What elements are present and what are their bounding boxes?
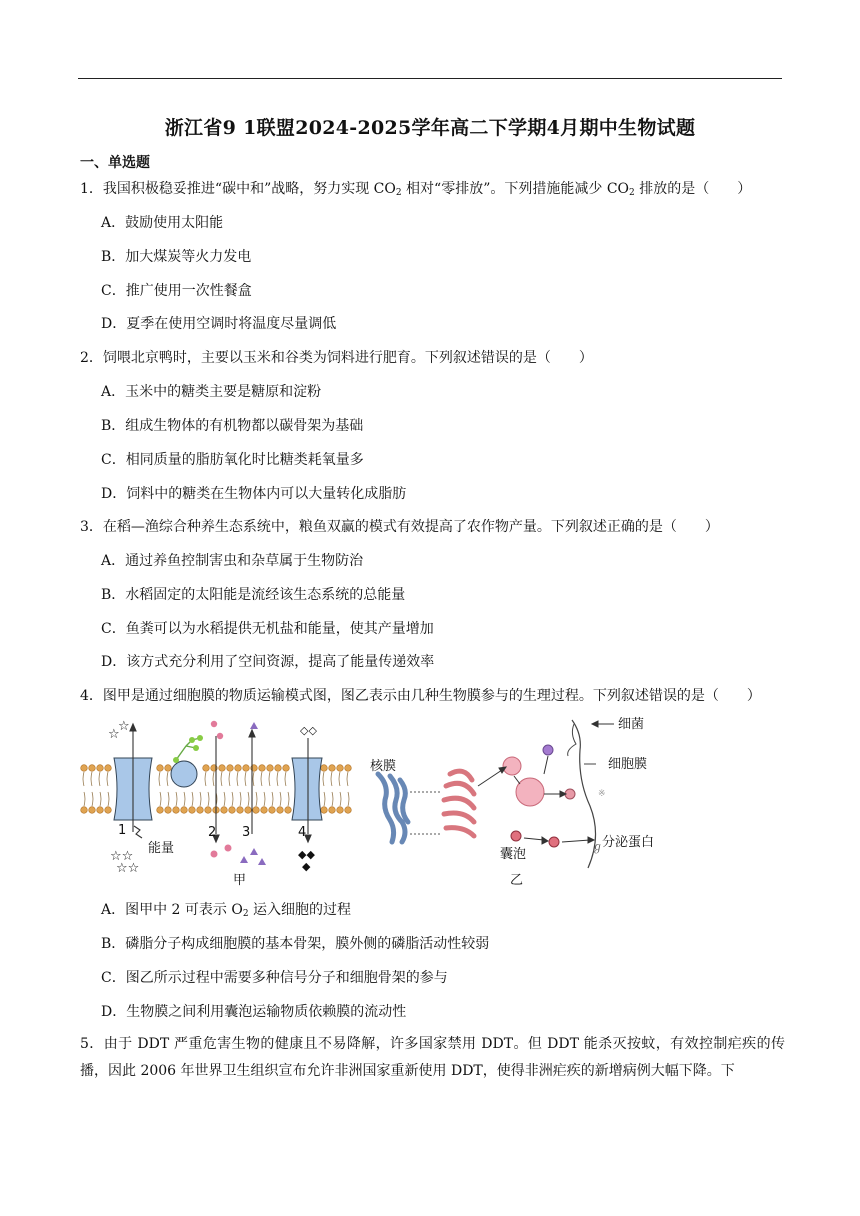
- q2-option-b: B．组成生物体的有机物都以碳骨架为基础: [101, 418, 364, 434]
- svg-text:ℊ: ℊ: [592, 840, 603, 853]
- question-1-stem: 1．我国积极稳妥推进“碳中和”战略，努力实现 $CO_2$ 相对“零排放”。下列措施能减少 $CO_2$ 排放的是（ ）: [80, 181, 752, 198]
- yi-caption: 乙: [510, 873, 524, 888]
- secreted-protein-label: 分泌蛋白: [602, 835, 655, 850]
- question-2-stem: 2．饲喂北京鸭时，主要以玉米和谷类为饲料进行肥育。下列叙述错误的是（ ）: [80, 350, 593, 366]
- svg-text:☆☆: ☆☆: [110, 849, 134, 864]
- carrier-protein: [171, 761, 197, 787]
- q2-option-a: A．玉米中的糖类主要是糖原和淀粉: [101, 384, 322, 400]
- q1-option-c: C．推广使用一次性餐盒: [101, 283, 252, 299]
- q1-option-d: D．夏季在使用空调时将温度尽量调低: [101, 316, 337, 332]
- bacteria-label: 细菌: [618, 717, 645, 732]
- question-4-stem: 4．图甲是通过细胞膜的物质运输模式图，图乙表示由几种生物膜参与的生理过程。下列叙述错误的是（ ）: [80, 688, 761, 704]
- question-3-stem: 3．在稻—渔综合种养生态系统中，粮鱼双赢的模式有效提高了农作物产量。下列叙述正确的是（ ）: [80, 519, 719, 535]
- q3-option-a: A．通过养鱼控制害虫和杂草属于生物防治: [101, 553, 364, 569]
- jia-number-2: 2: [208, 825, 217, 840]
- nuclear-membrane-label: 核膜: [370, 759, 397, 774]
- header-rule: [78, 78, 782, 79]
- figure-yi: [370, 717, 654, 888]
- q3-option-c: C．鱼粪可以为水稻提供无机盐和能量，使其产量增加: [101, 621, 434, 637]
- question-4-figure: [78, 716, 688, 892]
- q2-option-c: C．相同质量的脂肪氧化时比糖类耗氧量多: [101, 452, 364, 468]
- vesicle-label: 囊泡: [500, 847, 527, 862]
- q1-option-a: A．鼓励使用太阳能: [101, 215, 224, 231]
- transport-protein-4: [292, 758, 322, 820]
- cell-membrane-label: 细胞膜: [608, 757, 648, 772]
- q3-option-d: D．该方式充分利用了空间资源，提高了能量传递效率: [101, 654, 435, 670]
- svg-text:◆: ◆: [302, 860, 311, 873]
- svg-text:☆: ☆: [118, 719, 130, 734]
- svg-text:◇◇: ◇◇: [300, 724, 317, 737]
- figure-jia: [81, 719, 352, 888]
- question-5-stem: 5．由于 DDT 严重危害生物的健康且不易降解，许多国家禁用 DDT。但 DDT 能杀灭按蚊，有效控制疟疾的传播，因此 2006 年世界卫生组织宣布允许非洲国家重新使用 DDT，使得非洲疟疾的新增病例大幅下降。下: [80, 1036, 785, 1079]
- q2-option-d: D．饲料中的糖类在生物体内可以大量转化成脂肪: [101, 486, 407, 502]
- q4-option-d: D．生物膜之间利用囊泡运输物质依赖膜的流动性: [101, 1004, 407, 1020]
- q1-option-b: B．加大煤炭等火力发电: [101, 249, 252, 265]
- svg-text:☆: ☆: [108, 727, 120, 742]
- svg-text:◆◆: ◆◆: [298, 848, 315, 861]
- endoplasmic-reticulum: [378, 774, 408, 842]
- jia-number-1: 1: [118, 823, 127, 838]
- q4-option-b: B．磷脂分子构成细胞膜的基本骨架，膜外侧的磷脂活动性较弱: [101, 936, 490, 952]
- q4-option-a: A．图甲中 2 可表示 $O_2$ 运入细胞的过程: [101, 902, 352, 919]
- jia-number-4: 4: [298, 825, 307, 840]
- energy-label: 能量: [148, 841, 175, 856]
- jia-caption: 甲: [233, 873, 247, 888]
- golgi-apparatus: [444, 771, 474, 836]
- page-title: 浙江省9 1联盟2024-2025学年高二下学期4月期中生物试题: [164, 117, 696, 139]
- svg-text:☆☆: ☆☆: [116, 861, 140, 876]
- q4-option-c: C．图乙所示过程中需要多种信号分子和细胞骨架的参与: [101, 970, 448, 986]
- q3-option-b: B．水稻固定的太阳能是流经该生态系统的总能量: [101, 587, 406, 603]
- svg-text:※: ※: [598, 789, 606, 799]
- section-heading: 一、单选题: [80, 155, 150, 171]
- jia-number-3: 3: [242, 825, 251, 840]
